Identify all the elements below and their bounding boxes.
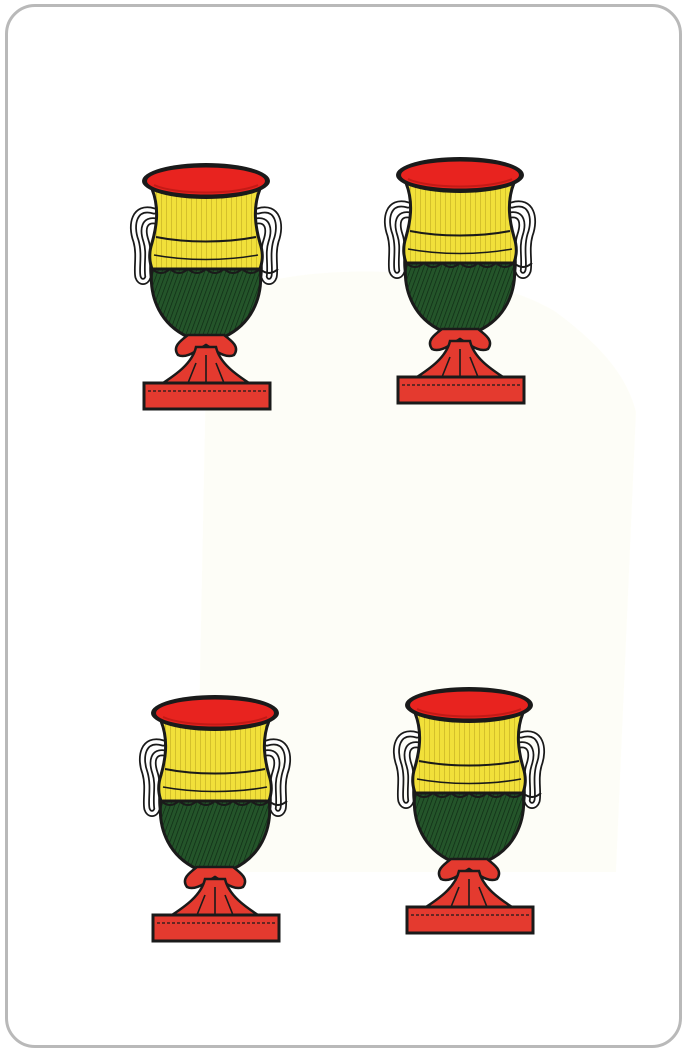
cup-icon xyxy=(126,159,286,411)
cup-icon xyxy=(380,153,540,405)
cup-icon xyxy=(389,683,549,935)
playing-card xyxy=(5,4,682,1048)
cup-icon xyxy=(135,691,295,943)
